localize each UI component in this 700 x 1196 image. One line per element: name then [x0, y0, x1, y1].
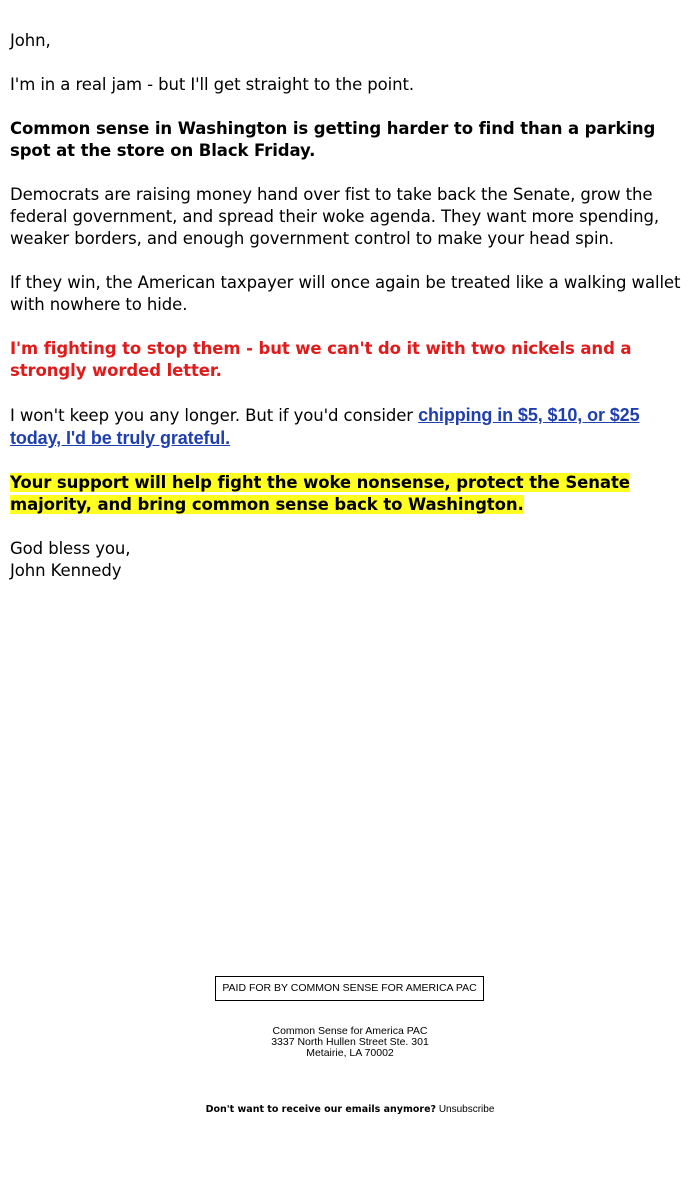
email-footer: [0, 976, 700, 1116]
signature: John Kennedy: [10, 561, 122, 580]
closing: God bless you,: [10, 539, 131, 558]
ask-paragraph: [10, 404, 692, 450]
intro-paragraph: I'm in a real jam - but I'll get straight to the point.: [10, 75, 415, 94]
address-line: Common Sense for America PAC: [272, 1025, 428, 1037]
taxpayer-paragraph: If they win, the American taxpayer will once again be treated like a walking wallet with nowhere to hide.: [10, 273, 681, 314]
unsubscribe-link[interactable]: Unsubscribe: [438, 1104, 495, 1115]
highlight-statement: Your support will help fight the woke nonsense, protect the Senate majority, and bring common sense back to Washington.: [10, 473, 630, 514]
email-body: [10, 30, 692, 604]
unsubscribe-question: Don't want to receive our emails anymore?: [205, 1104, 437, 1115]
ask-prefix: I won't keep you any longer. But if you'd consider: [10, 406, 419, 425]
highlight-paragraph: [10, 472, 692, 516]
donate-link[interactable]: chipping in $5, $10, or $25 today, I'd be truly grateful.: [10, 405, 640, 448]
democrats-paragraph: Democrats are raising money hand over fist to take back the Senate, grow the federal government, and spread their woke agenda. They want more spending, weaker borders, and enough government control to make your head spin.: [10, 185, 660, 248]
address-line: 3337 North Hullen Street Ste. 301: [271, 1036, 429, 1048]
red-statement: I'm fighting to stop them - but we can't do it with two nickels and a strongly worded letter.: [10, 339, 632, 380]
address-line: Metairie, LA 70002: [306, 1047, 394, 1059]
bold-statement: Common sense in Washington is getting harder to find than a parking spot at the store on Black Friday.: [10, 119, 656, 160]
pac-address: [0, 1026, 700, 1059]
signoff: [10, 538, 692, 582]
unsubscribe-line: [0, 1104, 700, 1116]
paid-for-disclaimer: PAID FOR BY COMMON SENSE FOR AMERICA PAC: [215, 976, 483, 1001]
greeting: John,: [10, 31, 51, 50]
